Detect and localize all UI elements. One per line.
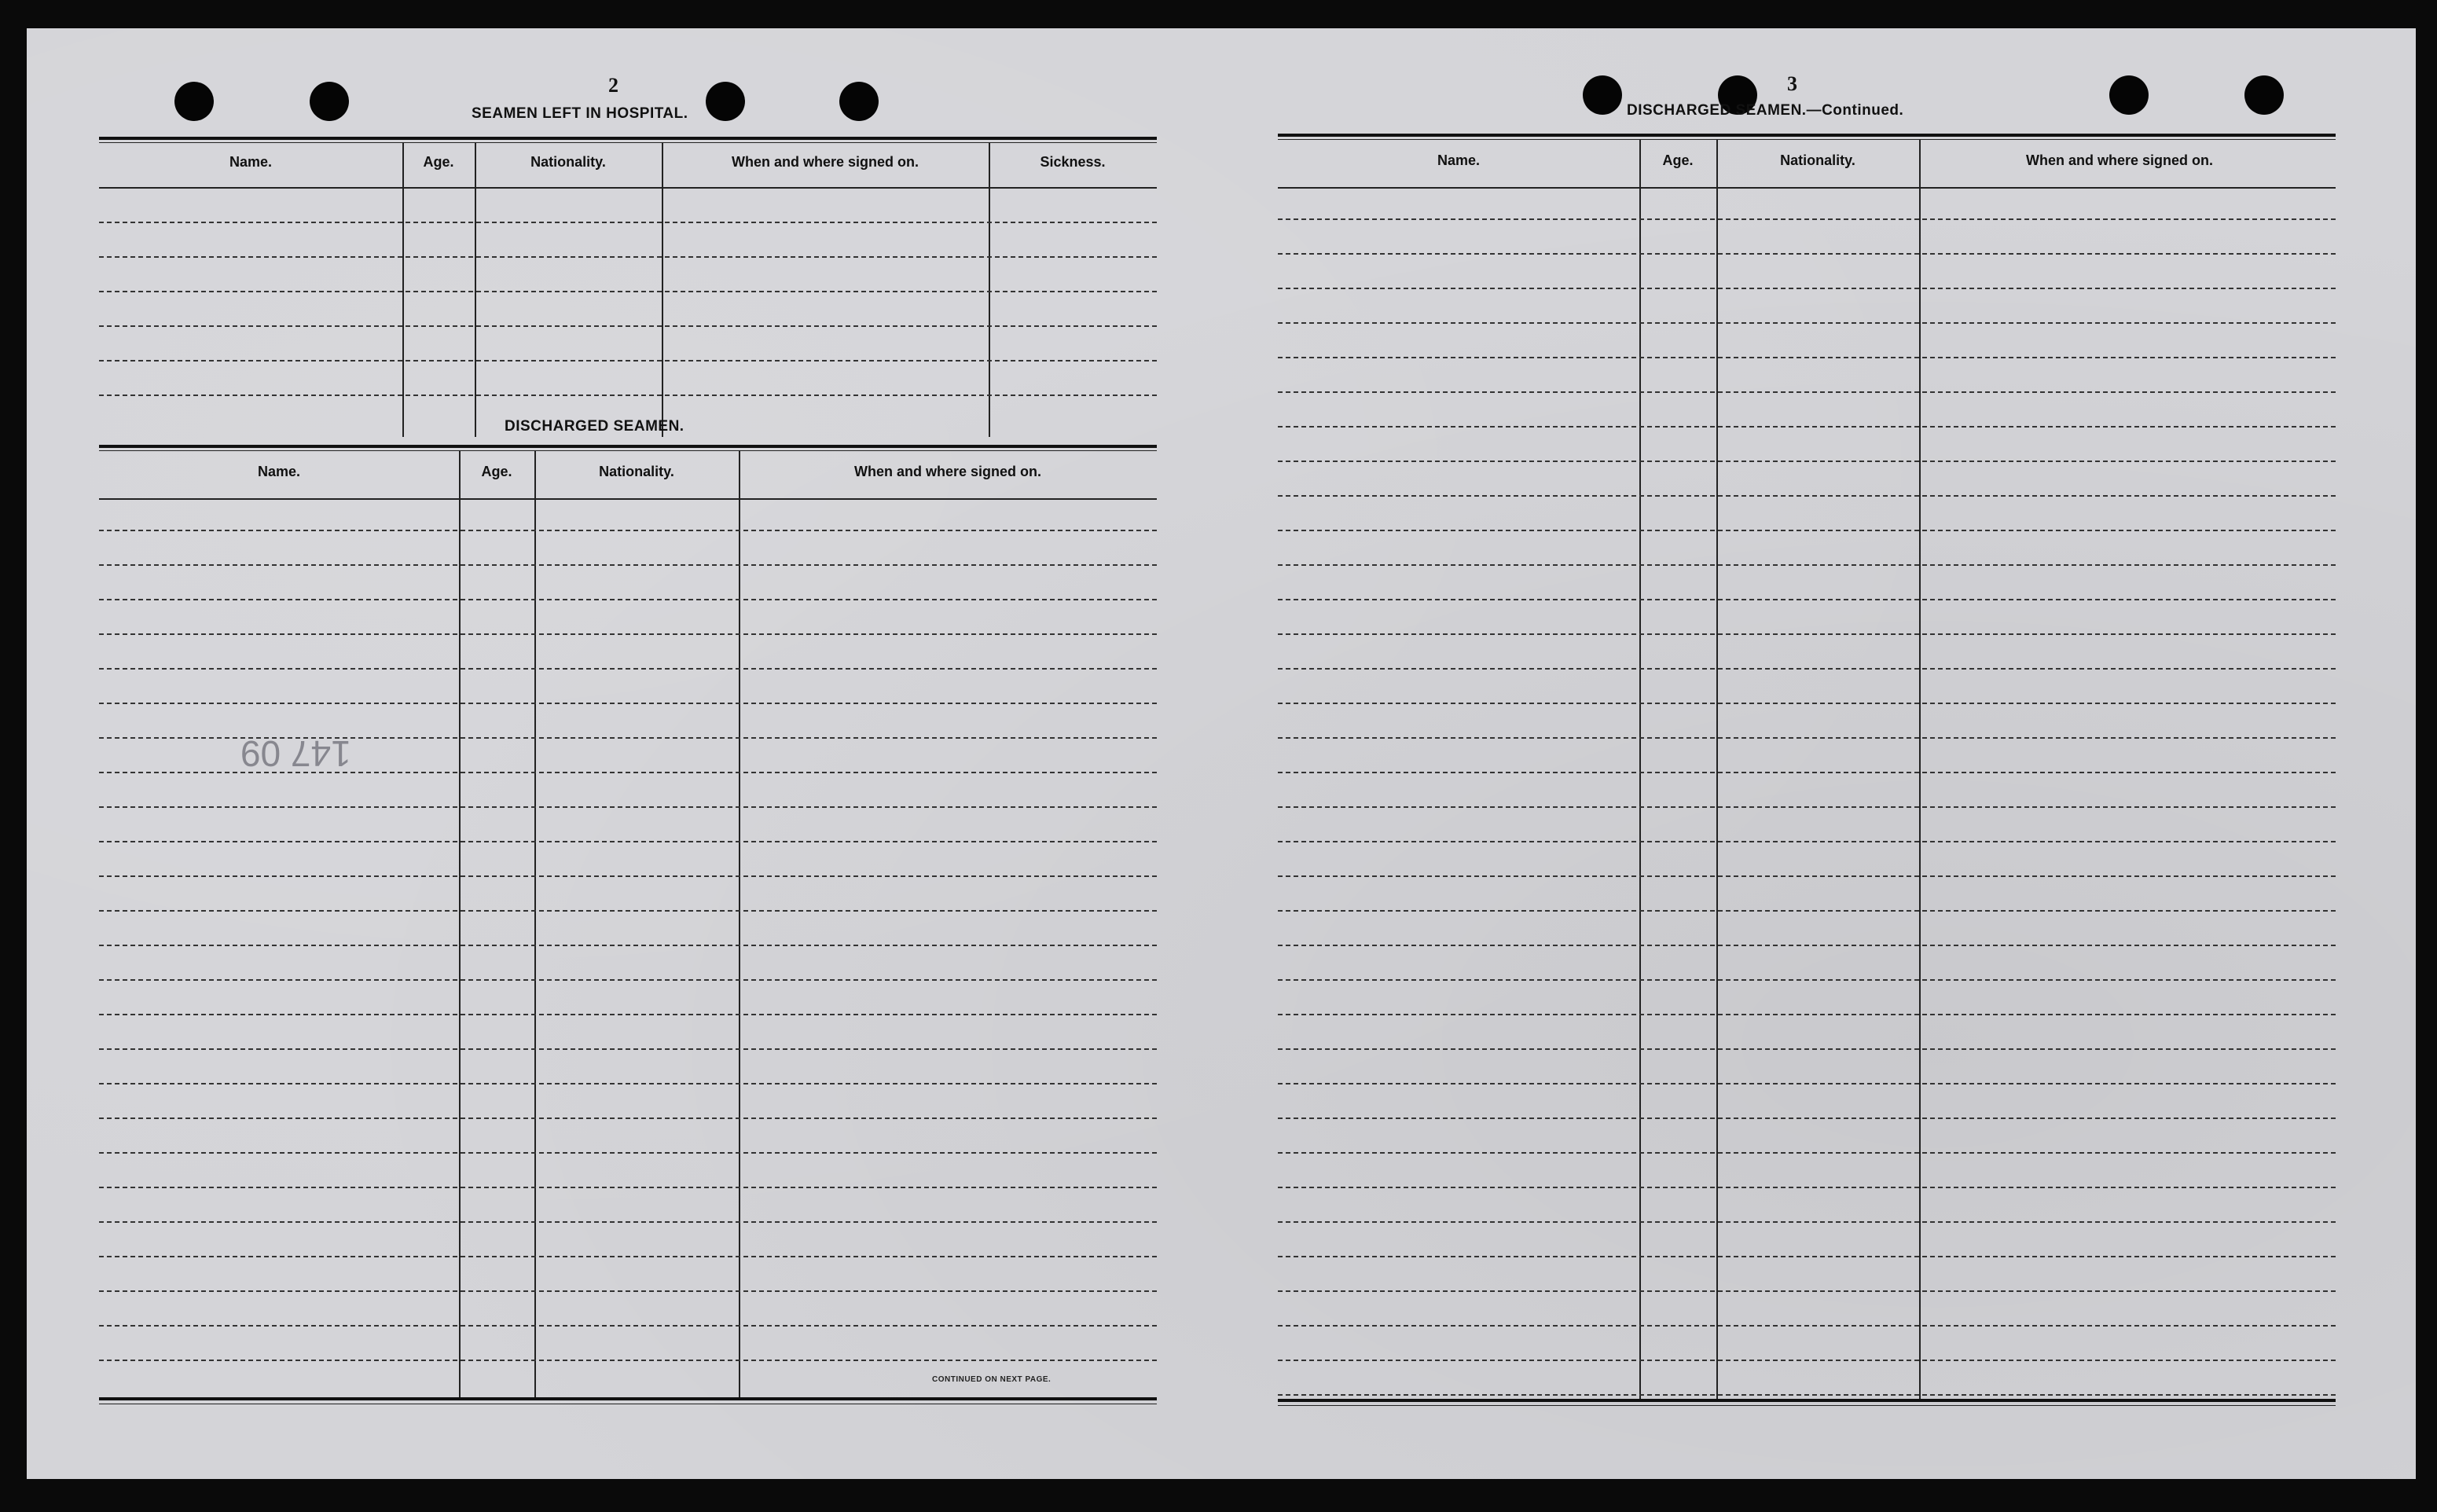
table-row xyxy=(1278,253,2336,255)
table-row xyxy=(1278,1256,2336,1257)
table-row xyxy=(99,875,1157,877)
table-row xyxy=(1278,979,2336,981)
discharged-continued-title: DISCHARGED SEAMEN.—Continued. xyxy=(1627,102,1904,119)
column-divider xyxy=(402,143,404,437)
table-top-rule xyxy=(99,142,1157,143)
punch-hole xyxy=(1583,75,1622,115)
punch-hole xyxy=(174,82,214,121)
table-row xyxy=(1278,1290,2336,1292)
column-divider xyxy=(1639,140,1641,1399)
table-top-rule xyxy=(99,137,1157,140)
col-header-age: Age. xyxy=(1662,152,1694,168)
table-row xyxy=(1278,1394,2336,1396)
table-row xyxy=(99,1187,1157,1188)
column-divider xyxy=(1919,140,1921,1399)
table-row xyxy=(99,1256,1157,1257)
table-row xyxy=(1278,1187,2336,1188)
col-header-nationality: Nationality. xyxy=(599,464,674,479)
punch-hole xyxy=(706,82,745,121)
table-row xyxy=(99,668,1157,670)
table-row xyxy=(1278,633,2336,635)
table-row xyxy=(99,910,1157,912)
col-header-age: Age. xyxy=(481,464,512,479)
column-divider xyxy=(989,143,990,437)
col-header-sickness: Sickness. xyxy=(1040,154,1106,170)
col-header-name: Name. xyxy=(229,154,273,170)
table-row xyxy=(1278,288,2336,289)
table-row xyxy=(1278,1083,2336,1084)
column-divider xyxy=(1716,140,1718,1399)
header-underline xyxy=(99,498,1157,500)
table-row xyxy=(99,360,1157,361)
col-header-when-where: When and where signed on. xyxy=(731,154,919,170)
stamp-mark: 147 09 xyxy=(240,733,351,774)
table-row xyxy=(1278,1048,2336,1050)
table-row xyxy=(99,979,1157,981)
hospital-section-title: SEAMEN LEFT IN HOSPITAL. xyxy=(472,105,688,122)
table-row xyxy=(99,1152,1157,1154)
table-row xyxy=(1278,426,2336,428)
col-header-when-where: When and where signed on. xyxy=(2025,152,2214,168)
table-row xyxy=(1278,841,2336,842)
punch-hole xyxy=(839,82,879,121)
right-page-number: 3 xyxy=(1787,72,1797,95)
table-row xyxy=(99,703,1157,704)
table-row xyxy=(1278,218,2336,220)
table-row xyxy=(99,325,1157,327)
table-row xyxy=(99,1117,1157,1119)
col-header-age: Age. xyxy=(423,154,454,170)
table-row xyxy=(99,256,1157,258)
table-row xyxy=(1278,530,2336,531)
document-sheet xyxy=(27,28,2416,1479)
table-row xyxy=(1278,391,2336,393)
table-row xyxy=(1278,772,2336,773)
table-row xyxy=(1278,1152,2336,1154)
table-row xyxy=(99,1221,1157,1223)
discharged-table-right xyxy=(1278,134,2336,1408)
table-row xyxy=(1278,599,2336,600)
table-row xyxy=(1278,495,2336,497)
col-header-nationality: Nationality. xyxy=(530,154,606,170)
continued-note: CONTINUED ON NEXT PAGE. xyxy=(932,1375,1052,1384)
discharged-section-title: DISCHARGED SEAMEN. xyxy=(505,418,684,435)
table-row xyxy=(99,222,1157,223)
table-row xyxy=(99,945,1157,946)
column-divider xyxy=(475,143,476,437)
table-row xyxy=(99,1360,1157,1361)
table-row xyxy=(99,530,1157,531)
hospital-table xyxy=(99,137,1157,437)
table-top-rule xyxy=(99,445,1157,448)
table-row xyxy=(99,841,1157,842)
table-row xyxy=(1278,668,2336,670)
table-row xyxy=(99,1048,1157,1050)
table-row xyxy=(99,1014,1157,1015)
table-row xyxy=(99,564,1157,566)
table-row xyxy=(1278,875,2336,877)
table-row xyxy=(1278,1117,2336,1119)
table-row xyxy=(99,1325,1157,1327)
col-header-nationality: Nationality. xyxy=(1780,152,1855,168)
table-row xyxy=(99,1290,1157,1292)
table-row xyxy=(99,599,1157,600)
table-row xyxy=(1278,461,2336,462)
table-top-rule xyxy=(1278,139,2336,140)
table-bottom-rule xyxy=(99,1397,1157,1400)
table-row xyxy=(1278,564,2336,566)
table-row xyxy=(1278,806,2336,808)
table-row xyxy=(1278,1360,2336,1361)
table-row xyxy=(1278,357,2336,358)
table-row xyxy=(1278,1014,2336,1015)
col-header-when-where: When and where signed on. xyxy=(853,464,1042,479)
header-underline xyxy=(99,187,1157,189)
punch-hole xyxy=(310,82,349,121)
table-row xyxy=(99,395,1157,396)
table-bottom-rule xyxy=(1278,1399,2336,1402)
header-underline xyxy=(1278,187,2336,189)
discharged-table-left xyxy=(99,445,1157,1407)
table-row xyxy=(1278,910,2336,912)
table-row xyxy=(1278,1325,2336,1327)
punch-hole xyxy=(2109,75,2149,115)
left-page-number: 2 xyxy=(608,74,618,97)
table-row xyxy=(1278,737,2336,739)
table-top-rule xyxy=(99,450,1157,451)
table-bottom-rule xyxy=(1278,1405,2336,1406)
col-header-name: Name. xyxy=(1437,152,1481,168)
table-row xyxy=(99,806,1157,808)
col-header-name: Name. xyxy=(257,464,301,479)
table-row xyxy=(1278,322,2336,324)
punch-hole xyxy=(2244,75,2284,115)
table-row xyxy=(99,291,1157,292)
table-row xyxy=(1278,945,2336,946)
table-row xyxy=(99,633,1157,635)
table-top-rule xyxy=(1278,134,2336,137)
table-row xyxy=(1278,703,2336,704)
column-divider xyxy=(662,143,663,437)
table-row xyxy=(1278,1221,2336,1223)
table-row xyxy=(99,1083,1157,1084)
